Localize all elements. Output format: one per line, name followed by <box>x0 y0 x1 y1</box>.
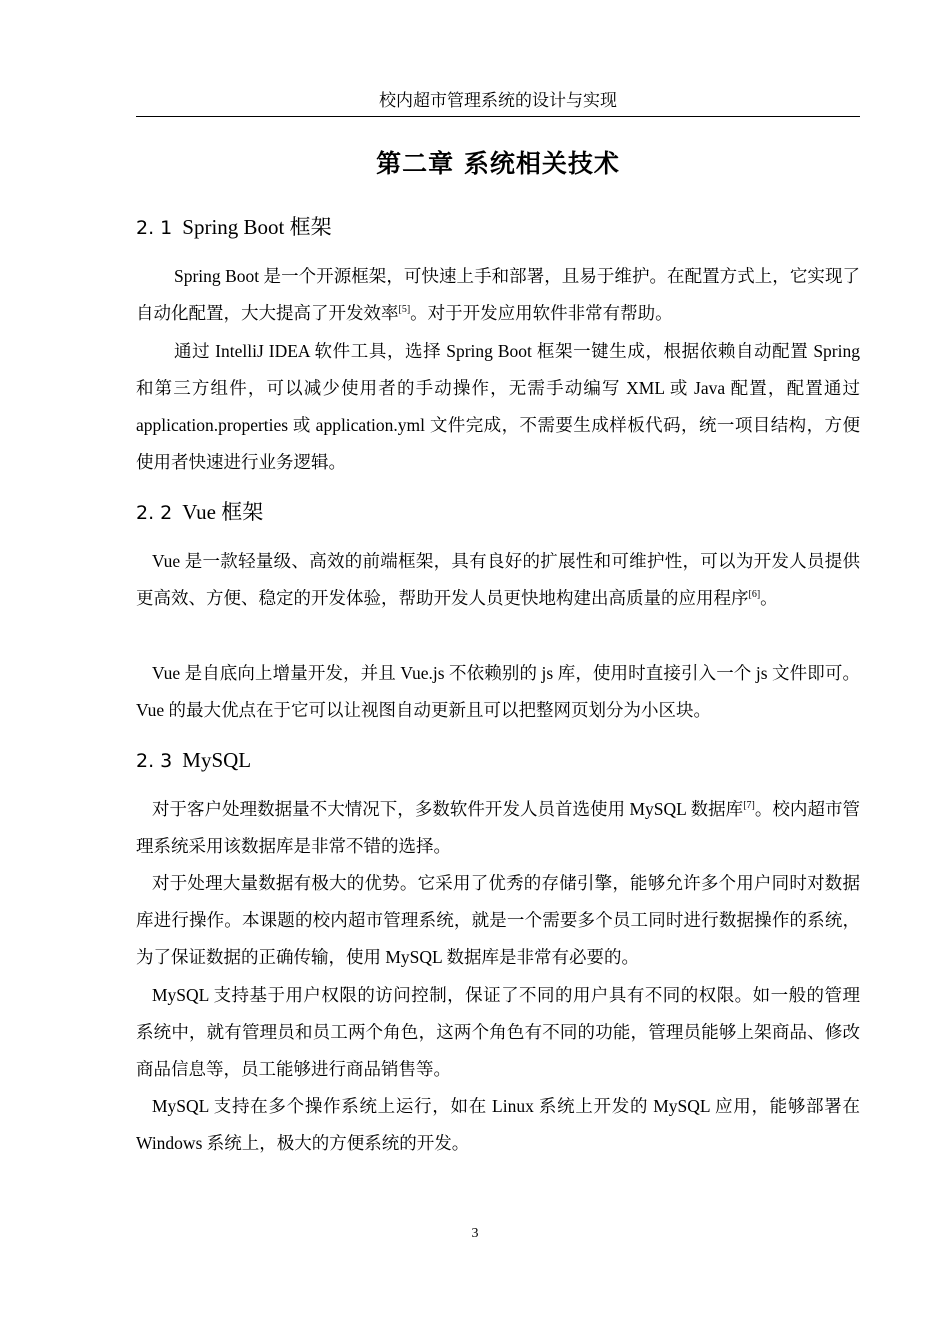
paragraph-text: 。 <box>760 588 778 608</box>
paragraph-text: Vue 是自底向上增量开发，并且 Vue.js 不依赖别的 js 库，使用时直接引入一个 js 文件即可。Vue 的最大优点在于它可以让视图自动更新且可以把整网页划分为小区块。 <box>136 663 860 720</box>
paragraph <box>136 258 860 332</box>
paragraph-text: 对于客户处理数据量不大情况下，多数软件开发人员首选使用 MySQL 数据库 <box>152 799 744 819</box>
citation: [5] <box>398 304 411 316</box>
running-header: 校内超市管理系统的设计与实现 <box>136 88 860 117</box>
paragraph <box>136 543 860 617</box>
paragraph <box>136 655 860 729</box>
section-heading-2-2 <box>136 497 860 528</box>
section-number: 2. 2 <box>136 502 173 524</box>
section-title: MySQL <box>182 748 252 772</box>
paragraph-text: MySQL 支持基于用户权限的访问控制，保证了不同的用户具有不同的权限。如一般的管理系统中，就有管理员和员工两个角色，这两个角色有不同的功能，管理员能够上架商品、修改商品信息等，员工能够进行商品销售等。 <box>136 985 860 1079</box>
section-title: Spring Boot 框架 <box>182 215 332 239</box>
paragraph <box>136 791 860 865</box>
citation: [7] <box>743 800 755 812</box>
paragraph-text: Vue 是一款轻量级、高效的前端框架，具有良好的扩展性和可维护性，可以为开发人员提供更高效、方便、稳定的开发体验，帮助开发人员更快地构建出高质量的应用程序 <box>136 551 860 608</box>
paragraph-text: 对于处理大量数据有极大的优势。它采用了优秀的存储引擎，能够允许多个用户同时对数据库进行操作。本课题的校内超市管理系统，就是一个需要多个员工同时进行数据操作的系统，为了保证数据的正确传输，使用 MySQL 数据库是非常有必要的。 <box>136 873 860 967</box>
paragraph-text: Spring Boot 是一个开源框架，可快速上手和部署，且易于维护。在配置方式上，它实现了自动化配置，大大提高了开发效率 <box>136 266 860 323</box>
page-number: 3 <box>471 1226 479 1241</box>
paragraph <box>136 333 860 481</box>
paragraph-text: 。校内超市管理系统采用该数据库是非常不错的选择。 <box>136 799 860 856</box>
paragraph <box>136 865 860 976</box>
paragraph-text: MySQL 支持在多个操作系统上运行，如在 Linux 系统上开发的 MySQL 应用，能够部署在 Windows 系统上，极大的方便系统的开发。 <box>136 1096 860 1153</box>
section-number: 2. 1 <box>136 217 173 239</box>
section-heading-2-3 <box>136 745 860 776</box>
paragraph-text: 通过 IntelliJ IDEA 软件工具，选择 Spring Boot 框架一键生成，根据依赖自动配置 Spring 和第三方组件，可以减少使用者的手动操作，无需手动编写 XML 或 Java 配置，配置通过 application.properties 或 application.yml 文件完成，不需要生成样板代码，统一项目结构，方便使用者快速进行业务逻辑。 <box>136 341 860 472</box>
paragraph-text: 。对于开发应用软件非常有帮助。 <box>410 303 673 323</box>
section-number: 2. 3 <box>136 750 173 772</box>
paragraph <box>136 1088 860 1162</box>
paragraph <box>136 977 860 1088</box>
section-heading-2-1 <box>136 212 860 243</box>
citation: [6] <box>748 589 761 601</box>
section-title: Vue 框架 <box>182 500 264 524</box>
chapter-title: 第二章 系统相关技术 <box>376 149 620 178</box>
